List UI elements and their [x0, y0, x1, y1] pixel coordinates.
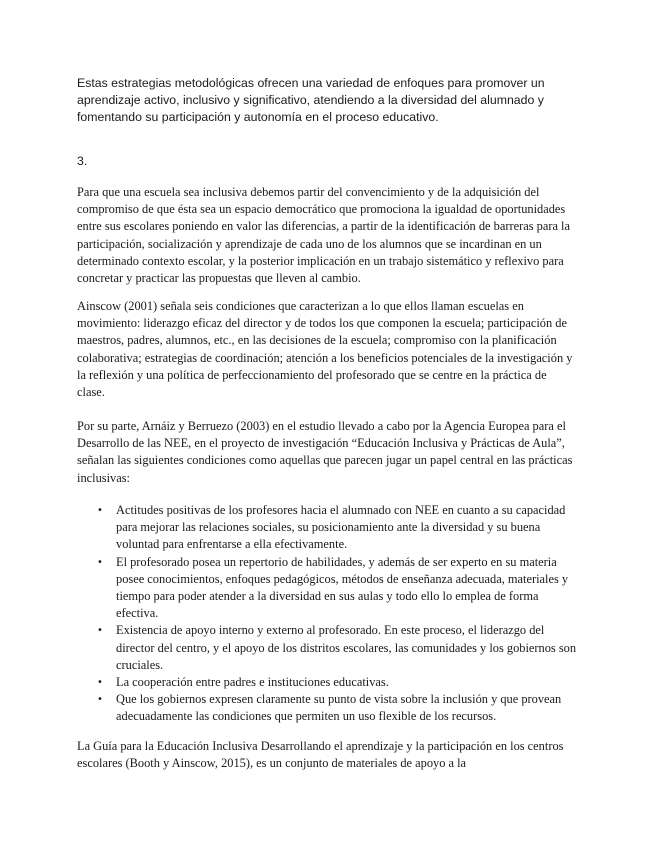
list-item: • La cooperación entre padres e instituciones educativas. — [77, 674, 577, 691]
list-item: • Existencia de apoyo interno y externo al profesorado. En este proceso, el liderazgo del director del centro, y el apoyo de los distritos escolares, las comunidades y los gobiernos son cruciales. — [77, 622, 577, 674]
list-item: • El profesorado posea un repertorio de habilidades, y además de ser experto en su materia posee conocimientos, enfoques pedagógicos, métodos de enseñanza adecuada, materiales y tiempo para poder atender a la diversidad en sus aulas y todo ello lo emplea de forma efectiva. — [77, 554, 577, 623]
intro-paragraph: Estas estrategias metodológicas ofrecen una variedad de enfoques para promover un aprendizaje activo, inclusivo y significativo, atendiendo a la diversidad del alumnado y fomentando su participación y autonomía en el proceso educativo. — [77, 76, 545, 124]
body-paragraph: Ainscow (2001) señala seis condiciones que caracterizan a lo que ellos llaman escuelas en movimiento: liderazgo eficaz del director y de todos los que componen la escuela; participación de maestros, padres, alumnos, etc., en las decisiones de la escuela; compromiso con la planificación colaborativa; estrategias de coordinación; atención a los beneficios potenciales de la investigación y la reflexión y una política de perfeccionamiento del profesorado que se centre en la práctica de clase. — [77, 299, 573, 400]
list-item: • Que los gobiernos expresen claramente su punto de vista sobre la inclusión y que provean adecuadamente las condiciones que permiten un uso flexible de los recursos. — [77, 691, 577, 725]
body-paragraph: Por su parte, Arnáiz y Berruezo (2003) en el estudio llevado a cabo por la Agencia Europea para el Desarrollo de las NEE, en el proyecto de investigación “Educación Inclusiva y Prácticas de Aula”, señalan las siguientes condiciones como aquellas que parecen jugar un papel central en las prácticas inclusivas: — [77, 419, 573, 485]
section-number: 3. — [77, 154, 88, 168]
list-item: • Actitudes positivas de los profesores hacia el alumnado con NEE en cuanto a su capacidad para mejorar las relaciones sociales, su posicionamiento ante la diversidad y su buena voluntad para enfrentarse a ella efectivamente. — [77, 502, 577, 554]
body-paragraph: La Guía para la Educación Inclusiva Desarrollando el aprendizaje y la participación en los centros escolares (Booth y Ainscow, 2015), es un conjunto de materiales de apoyo a la — [77, 739, 564, 771]
body-paragraph: Para que una escuela sea inclusiva debemos partir del convencimiento y de la adquisición del compromiso de que ésta sea un espacio democrático que promociona la igualdad de oportunidades entre sus escolares poniendo en valor las diferencias, a partir de la identificación de barreras para la participación, socialización y aprendizaje de cada uno de los alumnos que se incardinan en un determinado contexto escolar, y la posterior implicación en un trabajo sistemático y reflexivo para concretar y practicar las propuestas que lleven al cambio. — [77, 185, 570, 286]
conditions-bullet-list — [77, 502, 577, 726]
